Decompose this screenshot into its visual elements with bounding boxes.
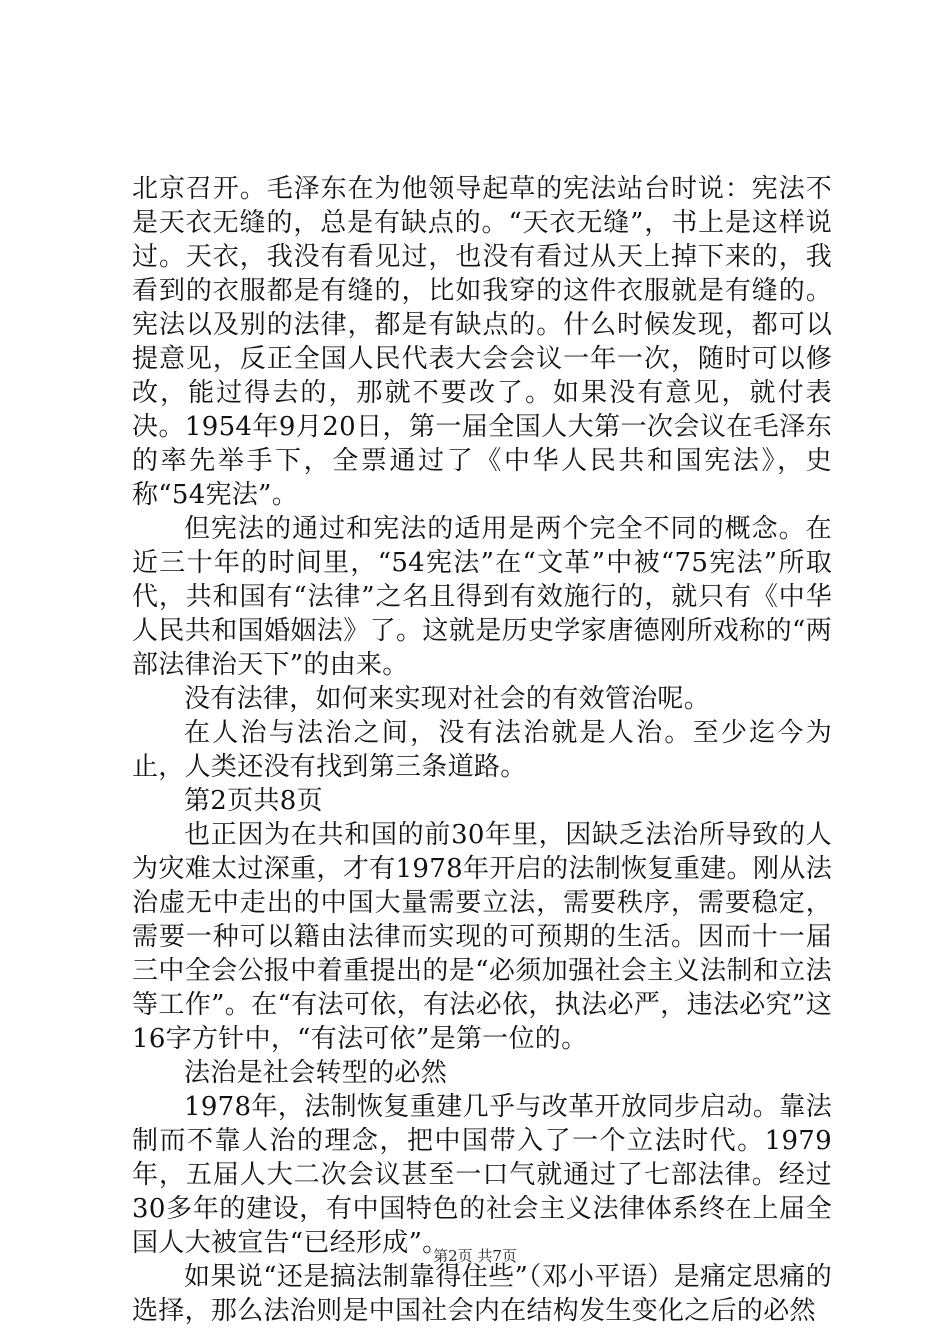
paragraph-7: 如果说“还是搞法制靠得住些”（邓小平语）是痛定思痛的选择，那么法治则是中国社会内在结构发生变化之后的必然 [132, 1262, 832, 1326]
paragraph-6: 1978年，法制恢复重建几乎与改革开放同步启动。靠法制而不靠人治的理念，把中国带入了一个立法时代。1979年，五届人大二次会议甚至一口气就通过了七部法律。经过30多年的建设，有中国特色的社会主义法律体系终在上届全国人大被宣告“已经形成”。 [132, 1092, 832, 1258]
inline-page-marker: 第2页共8页 [184, 786, 323, 816]
document-body [132, 172, 832, 1328]
paragraph-3: 没有法律，如何来实现对社会的有效管治呢。 [184, 684, 711, 714]
paragraph-1: 北京召开。毛泽东在为他领导起草的宪法站台时说：宪法不是天衣无缝的，总是有缺点的。“天衣无缝”，书上是这样说过。天衣，我没有看见过，也没有看过从天上掉下来的，我看到的衣服都是有缝的，比如我穿的这件衣服就是有缝的。宪法以及别的法律，都是有缺点的。什么时候发现，都可以提意见，反正全国人民代表大会会议一年一次，随时可以修改，能过得去的，那就不要改了。如果没有意见，就付表决。1954年9月20日，第一届全国人大第一次会议在毛泽东的率先举手下，全票通过了《中华人民共和国宪法》，史称“54宪法”。 [132, 174, 832, 510]
paragraph-2: 但宪法的通过和宪法的适用是两个完全不同的概念。在近三十年的时间里，“54宪法”在“文革”中被“75宪法”所取代，共和国有“法律”之名且得到有效施行的，就只有《中华人民共和国婚姻法》了。这就是历史学家唐德刚所戏称的“两部法律治天下”的由来。 [132, 514, 832, 680]
paragraph-5: 也正因为在共和国的前30年里，因缺乏法治所导致的人为灾难太过深重，才有1978年开启的法制恢复重建。刚从法治虚无中走出的中国大量需要立法，需要秩序，需要稳定，需要一种可以籍由法律而实现的可预期的生活。因而十一届三中全会公报中着重提出的是“必须加强社会主义法制和立法等工作”。在“有法可依，有法必依，执法必严，违法必究”这16字方针中，“有法可依”是第一位的。 [132, 820, 832, 1054]
paragraph-4: 在人治与法治之间，没有法治就是人治。至少迄今为止，人类还没有找到第三条道路。 [132, 718, 832, 782]
section-heading: 法治是社会转型的必然 [184, 1058, 448, 1088]
page-footer: 第2页 共7页 [433, 1247, 517, 1265]
